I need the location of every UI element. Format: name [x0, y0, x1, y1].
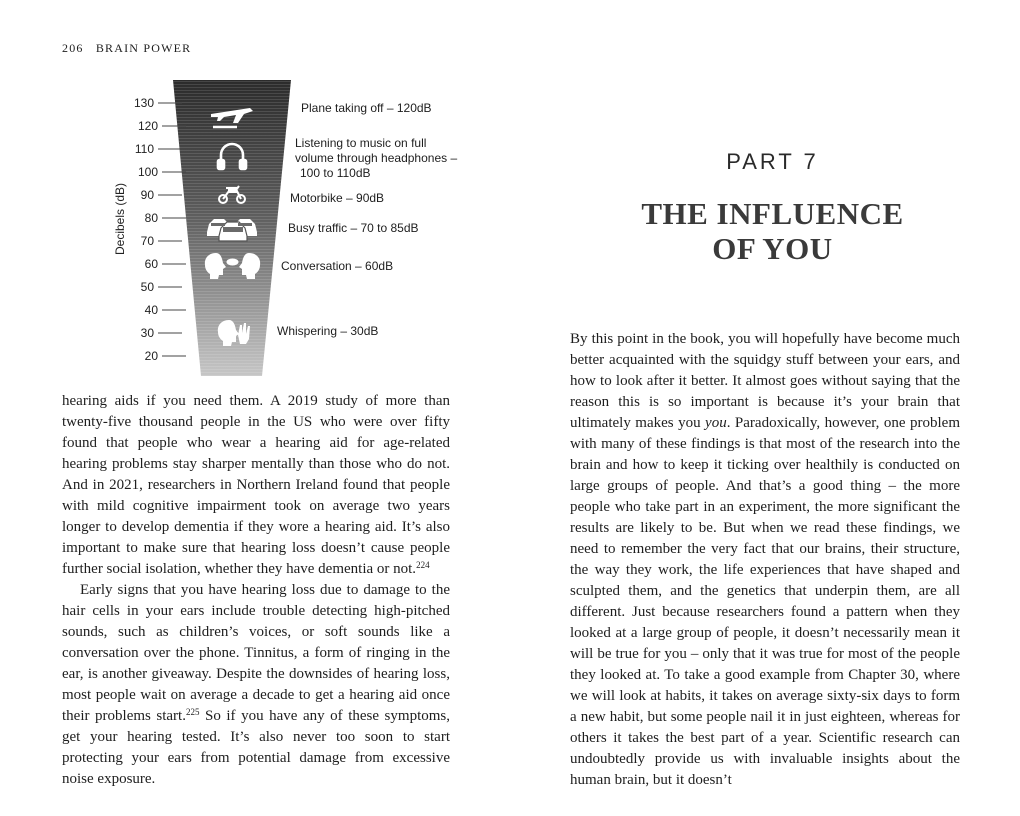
label-whispering: Whispering – 30dB [277, 324, 379, 338]
label-traffic: Busy traffic – 70 to 85dB [288, 221, 419, 235]
label-music-3: 100 to 110dB [300, 166, 371, 180]
part-title-line: OF YOU [712, 231, 833, 266]
tick-label: 30 [140, 326, 154, 340]
label-music-2: volume through headphones – [295, 151, 458, 165]
footnote-ref: 224 [416, 560, 430, 570]
right-page [510, 0, 1020, 816]
label-plane: Plane taking off – 120dB [301, 101, 432, 115]
paragraph [62, 391, 450, 580]
label-music-1: Listening to music on full [295, 136, 427, 150]
decibel-chart [0, 0, 510, 380]
tick-label: 90 [140, 188, 154, 202]
paragraph [570, 329, 960, 791]
tick-label: 20 [144, 349, 158, 363]
paragraph [62, 580, 450, 790]
left-body-text [62, 391, 450, 790]
right-body-text [570, 329, 960, 791]
label-motorbike: Motorbike – 90dB [290, 191, 385, 205]
tick-label: 130 [133, 96, 154, 110]
tick-label: 50 [140, 280, 154, 294]
tick-label: 70 [140, 234, 154, 248]
tick-label: 110 [134, 142, 154, 156]
axis-label: Decibels (dB) [113, 182, 127, 256]
paragraph-text: hearing aids if you need them. A 2019 study of more than twenty-five thousand people in the US who were over fifty found that people who wear a hearing aid for age-related hearing problems stay sharper mentally than those who do not. And in 2021, researchers in Northern Ireland found that people with mild cognitive impairment took on average two years longer to develop dementia if they wore a hearing aid. It’s also important to make sure that hearing loss doesn’t cause people further social isolation, whether they have dementia or not. [62, 393, 450, 577]
tick-label: 120 [137, 119, 158, 133]
part-title-line: THE INFLUENCE [641, 196, 904, 231]
part-title [510, 196, 1020, 266]
tick-label: 60 [144, 257, 158, 271]
label-conversation: Conversation – 60dB [281, 259, 394, 273]
part-label: PART 7 [726, 149, 819, 174]
paragraph-text: . Paradoxically, however, one problem with many of these findings is that most of the research into the brain and how to keep it ticking over healthily is conducted on large groups of people. And that’s a good thing – the more people who take part in an experiment, the more significant the results are likely to be. But when we read these findings, we need to remember the very fact that our brains, their structure, the way they work, the life experiences that have shaped and sculpted them, and the genetics that underpin them, are all different. Just because researchers found a pattern when they looked at a large group of people, it doesn’t necessarily mean it will be true for you – only that it was true for most of the people they looked at. To take a good example from Chapter 30, where we will look at habits, it takes on average sixty-six days to form a new habit, but some people nail it in just eighteen, whereas for others it takes the best part of a year. Scientific research can undoubtedly provide us with invaluable insights about the human brain, but it doesn’t [570, 415, 961, 788]
paragraph-text: Early signs that you have hearing loss due to damage to the hair cells in your ears include trouble detecting high-pitched sounds, such as children’s voices, or soft sounds like a conversation over the phone. Tinnitus, a form of ringing in the ear, is another giveaway. Despite the downsides of hearing loss, most people wait on average a decade to get a hearing aid once their problems start. [62, 582, 450, 724]
tick-label: 40 [144, 303, 158, 317]
chart-labels [277, 101, 457, 338]
tick-label: 80 [144, 211, 158, 225]
paragraph-text: So if you have any of these symptoms, get your hearing tested. It’s also never too soon to start protecting your ears from potential damage from excessive noise exposure. [62, 708, 450, 787]
book-title: BRAIN POWER [95, 41, 192, 55]
axis-ticks [134, 96, 186, 363]
tick-label: 100 [137, 165, 158, 179]
emphasis: you [705, 415, 727, 431]
page-number: 206 [62, 41, 84, 55]
paragraph-text: By this point in the book, you will hopefully have become much better acquainted with the squidgy stuff between your ears, and how to look after it better. It almost goes without saying that the reason this is so important is because it’s your brain that ultimately makes you [570, 331, 960, 431]
footnote-ref: 225 [185, 707, 200, 717]
